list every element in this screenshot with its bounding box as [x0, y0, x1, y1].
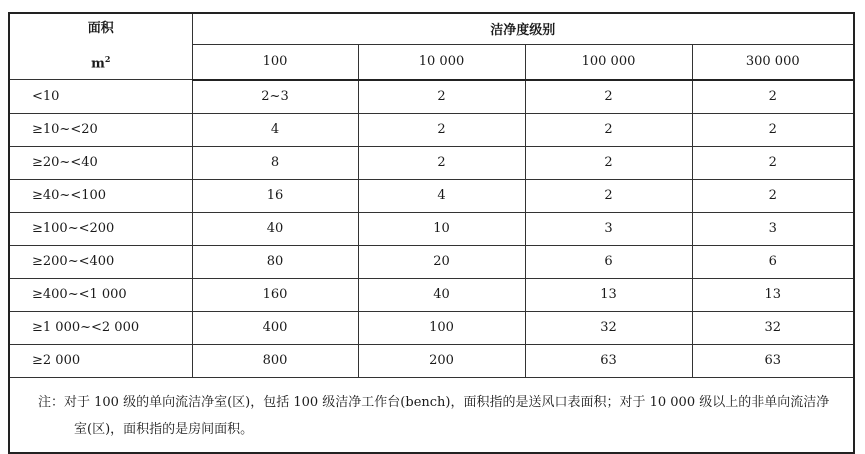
area-range-cell: ≥400~<1 000 [9, 278, 192, 311]
sample-count-cell: 2 [525, 113, 692, 146]
sample-count-cell: 10 [358, 212, 525, 245]
area-range-cell: ≥20~<40 [9, 146, 192, 179]
sample-count-cell: 40 [192, 212, 358, 245]
class-header: 100 000 [525, 44, 692, 79]
area-range-cell: ≥100~<200 [9, 212, 192, 245]
sample-count-cell: 160 [192, 278, 358, 311]
sample-count-cell: 80 [192, 245, 358, 278]
cleanroom-sampling-table [8, 12, 855, 454]
class-header: 10 000 [358, 44, 525, 79]
sample-count-cell: 32 [692, 311, 854, 344]
area-range-cell: ≥40~<100 [9, 179, 192, 212]
sample-count-cell: 2 [525, 80, 692, 114]
area-range-cell: ≥10~<20 [9, 113, 192, 146]
sample-count-cell: 4 [358, 179, 525, 212]
sample-count-cell: 2 [692, 113, 854, 146]
area-range-cell: ≥2 000 [9, 344, 192, 377]
table-row [9, 179, 854, 212]
area-range-cell: ≥200~<400 [9, 245, 192, 278]
sample-count-cell: 63 [525, 344, 692, 377]
sample-count-cell: 20 [358, 245, 525, 278]
table-row [9, 212, 854, 245]
sample-count-cell: 2 [525, 146, 692, 179]
sample-count-cell: 2 [358, 113, 525, 146]
table-row [9, 311, 854, 344]
table-row [9, 113, 854, 146]
sample-count-cell: 400 [192, 311, 358, 344]
sample-count-cell: 2 [692, 80, 854, 114]
sample-count-cell: 16 [192, 179, 358, 212]
sample-count-cell: 8 [192, 146, 358, 179]
sample-count-cell: 800 [192, 344, 358, 377]
sample-count-cell: 3 [525, 212, 692, 245]
sample-count-cell: 3 [692, 212, 854, 245]
sample-count-cell: 6 [525, 245, 692, 278]
table-note: 注：对于 100 级的单向流洁净室(区)，包括 100 级洁净工作台(bench)，面积指的是送风口表面积；对于 10 000 级以上的非单向流洁净室(区)，面积指的是房间面积。 [9, 377, 854, 453]
area-unit [10, 44, 192, 79]
sample-count-cell: 6 [692, 245, 854, 278]
table-row [9, 80, 854, 114]
sample-count-cell: 32 [525, 311, 692, 344]
sample-count-cell: 2 [525, 179, 692, 212]
sample-count-cell: 4 [192, 113, 358, 146]
sample-count-cell: 63 [692, 344, 854, 377]
sample-count-cell: 2 [692, 146, 854, 179]
sample-count-cell: 2 [358, 80, 525, 114]
table-row [9, 344, 854, 377]
unit-text: m [91, 56, 105, 72]
area-range-cell: ≥1 000~<2 000 [9, 311, 192, 344]
area-header [9, 13, 192, 80]
sample-count-cell: 2 [358, 146, 525, 179]
area-label: 面积 [87, 21, 114, 36]
table-row [9, 146, 854, 179]
sample-count-cell: 40 [358, 278, 525, 311]
area-range-cell: <10 [9, 80, 192, 114]
class-header: 100 [192, 44, 358, 79]
unit-superscript: 2 [104, 54, 111, 64]
sample-count-cell: 13 [525, 278, 692, 311]
table-row [9, 245, 854, 278]
sample-count-cell: 2 [692, 179, 854, 212]
cleanliness-class-header: 洁净度级别 [192, 13, 854, 44]
sample-count-cell: 100 [358, 311, 525, 344]
sample-count-cell: 13 [692, 278, 854, 311]
table-body [9, 80, 854, 378]
sample-count-cell: 200 [358, 344, 525, 377]
sample-count-cell: 2~3 [192, 80, 358, 114]
class-header: 300 000 [692, 44, 854, 79]
table-row [9, 278, 854, 311]
